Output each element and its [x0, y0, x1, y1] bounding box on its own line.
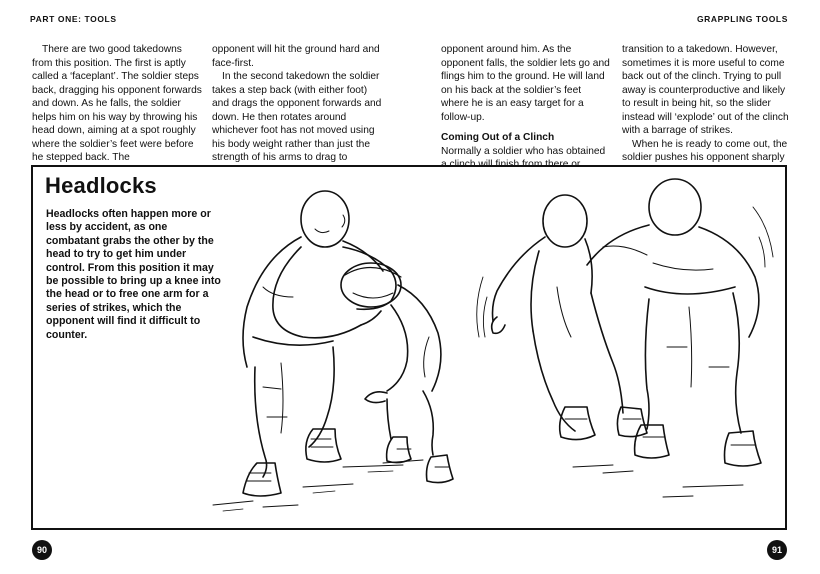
paragraph: When he is ready to come out, the soldier pushes his opponent sharply — [622, 138, 788, 163]
paragraph: transition to a takedown. However, sometimes it is more useful to come back out of the clinch. Trying to pull away is counterproductive and likely to result in being hit, so the slider instead will ‘explode’ out of the clinch with a barrage of strikes. — [622, 44, 789, 136]
text-column-4 — [622, 43, 792, 163]
page-number-left: 90 — [32, 540, 52, 560]
breaking-clinch-illustration — [453, 167, 785, 528]
paragraph: There are two good takedowns from this position. The first is aptly called a ‘faceplant’. The soldier steps back, dragging his opponent forwards and down. As he falls, the soldier helps him on his way by throwing his head down, aiming at a spot roughly where the soldier’s feet were before he stepped back. The — [32, 44, 202, 163]
paragraph: opponent will hit the ground hard and face-first. — [212, 44, 380, 69]
paragraph: opponent around him. As the opponent falls, the soldier lets go and flings him to the ground. He will land on his back at the soldier’s feet where he is an easy target for a follow-up. — [441, 44, 610, 123]
running-head-left: PART ONE: TOOLS — [30, 14, 117, 24]
text-column-3 — [441, 43, 611, 155]
sidebar-caption: Headlocks often happen more or less by accident, as one combatant grabs the other by the head to try to get him under control. From this position it may be possible to bring up a knee into the head or to free one arm for a series of strikes, which the opponent will find it difficult to counter. — [46, 208, 221, 341]
sidebar-title: Headlocks — [45, 173, 157, 198]
headlock-illustration — [193, 167, 493, 528]
page-number-right: 91 — [767, 540, 787, 560]
section-subheading: Coming Out of a Clinch — [441, 132, 555, 143]
running-head-right: GRAPPLING TOOLS — [696, 14, 788, 24]
paragraph: Normally a soldier who has obtained — [441, 145, 606, 157]
paragraph: In the second takedown the soldier takes a step back (with either foot) and drags the opponent forwards and down. He then rotates around whichever foot has not moved using his body weight rather than just the strength of his arms to drag to — [212, 71, 382, 163]
headlocks-sidebar-box — [31, 165, 787, 530]
text-column-2 — [212, 43, 382, 163]
text-column-1 — [32, 43, 202, 163]
